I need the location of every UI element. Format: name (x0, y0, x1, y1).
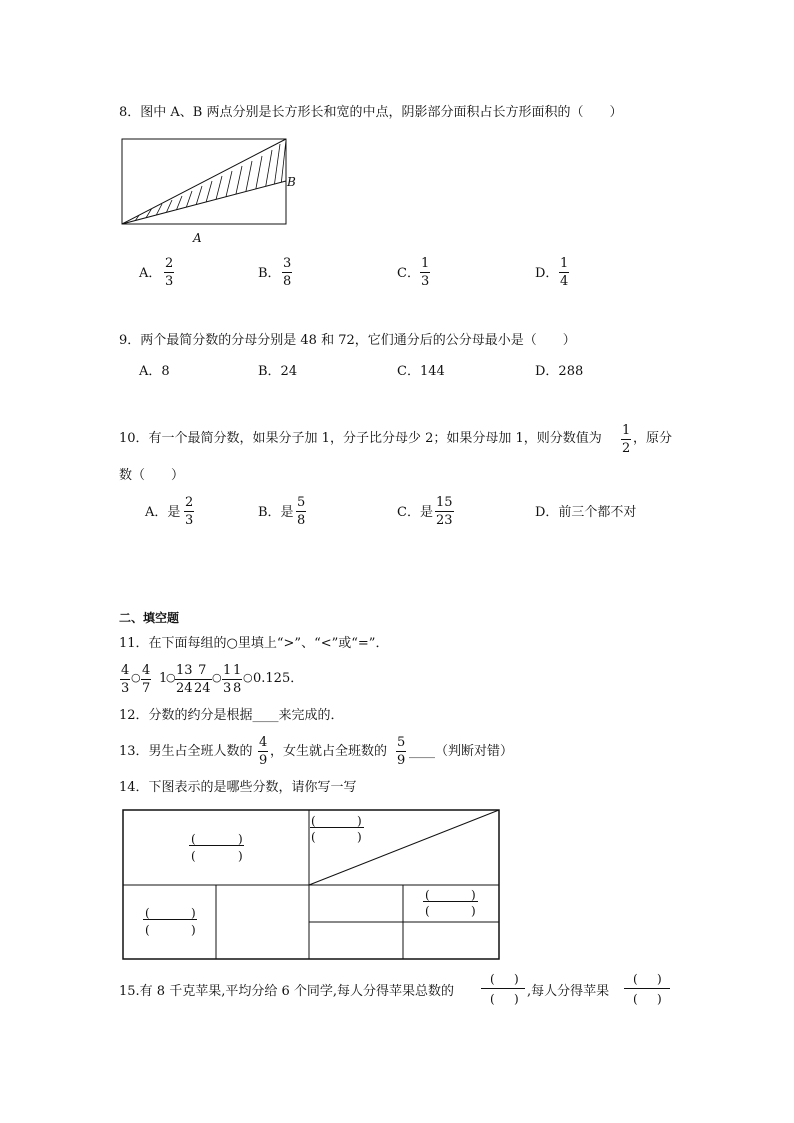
q8-rectangle-figure (118, 136, 308, 248)
q14-paren-open-3: ( (311, 814, 316, 828)
section-2-title: 二、填空题 (119, 611, 180, 625)
q11-fraction-7-24: $\frac{7}{24}$ (194, 663, 211, 696)
q14-paren-close-8: ) (471, 904, 476, 918)
q14-paren-close-2: ) (238, 849, 243, 863)
q11-text: 11．在下面每组的○里填上“>”、“<”或“=”． (119, 636, 389, 651)
q15-fraction-bar-1 (481, 988, 525, 989)
q10-option-c-fraction: $\frac{15}{23}$ (436, 495, 453, 528)
q14-paren-open-6: ( (145, 923, 150, 937)
q10-text-c: 数（ ） (119, 468, 185, 483)
q10-text-b: ，原分 (633, 431, 673, 446)
q8-option-d-letter: D． (535, 266, 559, 281)
q15-paren-close-3: ) (657, 972, 662, 986)
q14-paren-open-8: ( (425, 904, 430, 918)
q12-text: 12．分数的约分是根据____来完成的． (119, 708, 344, 723)
q14-paren-close-6: ) (191, 923, 196, 937)
q14-text: 14．下图表示的是哪些分数，请你写一写 (119, 780, 357, 795)
q14-paren-open-2: ( (191, 849, 196, 863)
q11-fraction-1-8: $\frac{1}{8}$ (233, 663, 242, 696)
q14-fraction-bar-1 (189, 845, 244, 846)
q8-option-c-letter: C． (397, 266, 420, 281)
q10-option-b-letter: B．是 (258, 505, 294, 520)
q9-option-d[interactable]: D．288 (535, 364, 584, 379)
q10-option-d[interactable]: D．前三个都不对 (535, 505, 637, 520)
q8-text: 8．图中 A、B 两点分别是长方形长和宽的中点，阴影部分面积占长方形面积的（ ） (119, 105, 623, 120)
q8-option-b-fraction: $\frac{3}{8}$ (283, 256, 292, 289)
q15-fraction-bar-2 (624, 988, 670, 989)
q10-option-a-fraction: $\frac{2}{3}$ (185, 495, 194, 528)
q8-point-b-label: B (287, 175, 296, 189)
q14-paren-open-5: ( (145, 906, 150, 920)
q8-option-d-fraction: $\frac{1}{4}$ (560, 256, 569, 289)
q14-paren-open-1: ( (191, 832, 196, 846)
q11-circle-4[interactable]: ○ (243, 671, 253, 684)
q14-paren-close-3: ) (357, 814, 362, 828)
q8-point-a-label: A (193, 231, 202, 245)
q14-paren-open-7: ( (425, 888, 430, 902)
q10-option-b-fraction: $\frac{5}{8}$ (297, 495, 306, 528)
q13-text-b: ，女生就占全班数的 (270, 744, 388, 759)
q8-option-c-fraction: $\frac{1}{3}$ (421, 256, 430, 289)
q13-text-a: 13．男生占全班人数的 (119, 744, 253, 759)
q8-option-b-letter: B． (258, 266, 281, 281)
q14-paren-close-5: ) (191, 906, 196, 920)
q11-circle-1[interactable]: ○ (131, 671, 141, 684)
q11-tail-value: 0.125． (253, 671, 304, 686)
q8-option-a-fraction: $\frac{2}{3}$ (165, 256, 174, 289)
q13-fraction-4-9: $\frac{4}{9}$ (259, 735, 268, 768)
q15-paren-close-4: ) (657, 992, 662, 1006)
q11-one: 1 (159, 671, 168, 686)
q9-option-a[interactable]: A．8 (139, 364, 170, 379)
q14-paren-close-1: ) (238, 832, 243, 846)
q11-fraction-1-3: $\frac{1}{3}$ (223, 663, 232, 696)
q14-fraction-bar-2 (310, 827, 364, 828)
q15-text-b: ,每人分得苹果 (527, 984, 610, 999)
q10-text-a: 10．有一个最简分数，如果分子加 1，分子比分母少 2；如果分母加 1，则分数值为 (119, 431, 602, 446)
q10-option-c-letter: C．是 (397, 505, 433, 520)
q15-paren-open-2: ( (490, 992, 495, 1006)
q8-option-a-letter: A． (139, 266, 162, 281)
q11-fraction-13-24: $\frac{13}{24}$ (176, 663, 193, 696)
q14-paren-close-4: ) (357, 830, 362, 844)
q9-option-b[interactable]: B．24 (258, 364, 298, 379)
q11-circle-2[interactable]: ○ (166, 671, 176, 684)
q14-fraction-bar-4 (423, 901, 478, 902)
q11-circle-3[interactable]: ○ (212, 671, 222, 684)
q15-paren-close-2: ) (514, 992, 519, 1006)
q15-text-a: 15.有 8 千克苹果,平均分给 6 个同学,每人分得苹果总数的 (119, 984, 455, 999)
q13-text-c: ____（判断对错） (409, 744, 514, 759)
q15-paren-open-3: ( (633, 972, 638, 986)
q15-paren-close-1: ) (514, 972, 519, 986)
q15-paren-open-1: ( (490, 972, 495, 986)
q11-fraction-4-3: $\frac{4}{3}$ (121, 663, 130, 696)
q9-option-c[interactable]: C．144 (397, 364, 445, 379)
q10-fraction-half: $\frac{1}{2}$ (622, 423, 631, 456)
q14-paren-close-7: ) (471, 888, 476, 902)
q14-fraction-bar-3 (143, 919, 197, 920)
q11-fraction-4-7: $\frac{4}{7}$ (142, 663, 151, 696)
q9-text: 9．两个最简分数的分母分别是 48 和 72，它们通分后的公分母最小是（ ） (119, 333, 576, 348)
q10-option-a-letter: A．是 (145, 505, 181, 520)
q13-fraction-5-9: $\frac{5}{9}$ (397, 735, 406, 768)
q15-paren-open-4: ( (633, 992, 638, 1006)
q14-paren-open-4: ( (311, 830, 316, 844)
